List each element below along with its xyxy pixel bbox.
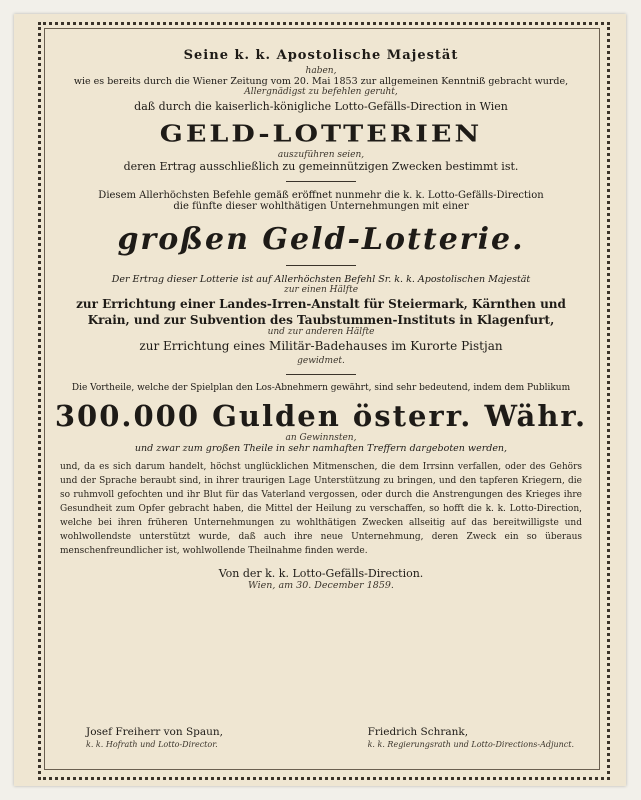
signature-left-name: Josef Freiherr von Spaun, [86,726,223,738]
purpose-line-2: zur einen Hälfte [283,285,359,295]
announcement-line-1: Diesem Allerhöchsten Befehle gemäß eröffnet nunmehr die k. k. Lotto-Gefälls-Direction [98,190,544,201]
divider-rule-1 [286,181,356,182]
ertrag-line: deren Ertrag ausschließlich zu gemeinnützigen Zwecken bestimmt ist. [123,160,519,173]
auszufuehren-text: auszuführen seien, [277,150,365,160]
purpose-line-5: und zur anderen Hälfte [267,327,375,337]
divider-rule-3 [286,374,356,375]
issuer-line: Von der k. k. Lotto-Gefälls-Direction. [218,567,424,580]
haben-text: haben, [305,66,337,76]
announcement-line-2: die fünfte dieser wohlthätigen Unternehmungen mit einer [173,201,469,212]
zeitung-reference: wie es bereits durch die Wiener Zeitung vom 20. Mai 1853 zur allgemeinen Kenntniß gebracht wurde, [73,76,569,87]
signature-right-name: Friedrich Schrank, [367,726,469,738]
divider-rule-2 [286,265,356,266]
purpose-line-4: Krain, und zur Subvention des Taubstummen-Instituts in Klagenfurt, [87,313,555,327]
signature-right [368,726,574,749]
grosse-geld-lotterie-title: großen Geld-Lotterie. [117,222,525,257]
direction-line: daß durch die kaiserlich-königliche Lotto-Gefälls-Direction in Wien [134,100,508,113]
purpose-line-6: zur Errichtung eines Militär-Badehauses im Kurorte Pistjan [139,339,503,353]
place-date-line: Wien, am 30. December 1859. [248,580,394,591]
purpose-line-7: gewidmet. [297,356,345,366]
prizes-line-1: Die Vortheile, welche der Spielplan den Los-Abnehmern gewährt, sind sehr bedeutend, indem dem Publikum [71,383,571,393]
signature-left [86,726,223,749]
prizes-line-2: an Gewinnsten, [285,433,357,443]
majesty-heading: Seine k. k. Apostolische Majestät [183,48,459,63]
closing-paragraph: und, da es sich darum handelt, höchst unglücklichen Mitmenschen, die dem Irrsinn verfallen, oder des Gehörs und der Sprache beraubt sind, in ihrer traurigen Lage Unterstützung zu bringen, und den tapferen Kriegern, die so ruhmvoll gefochten und ihr Blut für das Vaterland vergossen, oder durch die Anstrengungen des Krieges ihre Gesundheit zum Opfer gebracht haben, die Mittel der Heilung zu verschaffen, so hofft die k. k. Lotto-Direction, welche bei ihren früheren Unternehmungen zu wohlthätigen Zwecken allseitig auf das bereitwilligste und wohlwollendste unterstützt wurde, daß auch ihre neue Unternehmung, deren Zweck ein so überaus menschenfreundlicher ist, wohlwollende Theilnahme finden werde. [60,462,582,556]
geld-lotterien-title: GELD-LOTTERIEN [159,121,483,148]
prize-amount: 300.000 Gulden österr. Währ. [54,399,588,433]
signature-right-title: k. k. Regierungsrath und Lotto-Directions-Adjunct. [367,740,574,749]
befehlen-text: Allergnädigst zu befehlen geruht, [244,87,398,97]
signature-left-title: k. k. Hofrath und Lotto-Director. [86,740,218,749]
purpose-line-1: Der Ertrag dieser Lotterie ist auf Allerhöchsten Befehl Sr. k. k. Apostolischen Majestät [111,274,531,285]
prizes-line-3: und zwar zum großen Theile in sehr namhaften Treffern dargeboten werden, [134,443,508,454]
poster-content [50,36,592,766]
purpose-line-3: zur Errichtung einer Landes-Irren-Anstalt für Steiermark, Kärnthen und [76,297,566,311]
